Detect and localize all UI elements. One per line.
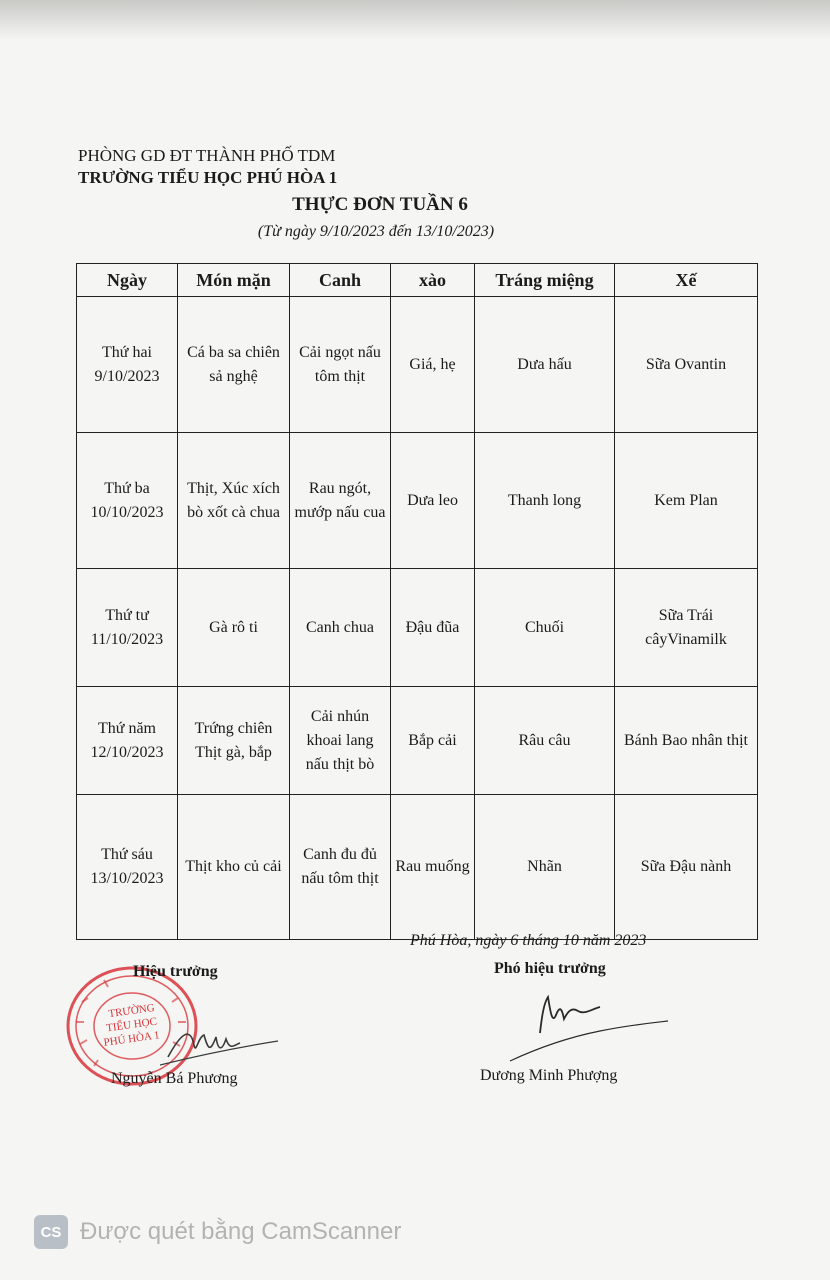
soup-cell: Canh chua xyxy=(290,569,391,687)
dessert-cell: Chuối xyxy=(475,569,615,687)
weekly-menu-table xyxy=(76,263,758,940)
camscanner-watermark xyxy=(34,1214,401,1250)
day-date: 11/10/2023 xyxy=(90,630,164,648)
soup-cell: Rau ngót, mướp nấu cua xyxy=(290,433,391,569)
svg-text:TIỂU HỌC: TIỂU HỌC xyxy=(105,1015,158,1035)
main-dish-cell: Cá ba sa chiên sả nghệ xyxy=(178,297,290,433)
day-name: Thứ tư xyxy=(105,606,149,624)
snack-cell: Sữa Ovantin xyxy=(615,297,758,433)
table-row xyxy=(77,433,758,569)
column-header-stir-fry: xào xyxy=(391,264,475,297)
day-cell xyxy=(77,687,178,795)
stir-fry-cell: Giá, hẹ xyxy=(391,297,475,433)
main-dish-cell: Trứng chiên Thịt gà, bắp xyxy=(178,687,290,795)
camscanner-text: Được quét bằng CamScanner xyxy=(80,1218,402,1245)
day-cell xyxy=(77,795,178,940)
signing-date: Phú Hòa, ngày 6 tháng 10 năm 2023 xyxy=(410,932,647,949)
vice-principal-name: Dương Minh Phượng xyxy=(480,1067,618,1084)
snack-cell: Sữa Trái câyVinamilk xyxy=(615,569,758,687)
table-row xyxy=(77,297,758,433)
principal-signature xyxy=(160,1015,280,1075)
principal-title: Hiệu trưởng xyxy=(133,963,218,980)
day-date: 12/10/2023 xyxy=(90,743,164,761)
scan-shadow xyxy=(0,0,830,40)
svg-text:PHÚ HÒA 1: PHÚ HÒA 1 xyxy=(102,1029,161,1049)
stir-fry-cell: Dưa leo xyxy=(391,433,475,569)
day-cell xyxy=(77,297,178,433)
dessert-cell: Nhãn xyxy=(475,795,615,940)
day-date: 13/10/2023 xyxy=(90,870,164,887)
stir-fry-cell: Đậu đũa xyxy=(391,569,475,687)
date-range-text: (Từ ngày 9/10/2023 đến 13/10/2023) xyxy=(257,223,495,240)
dessert-cell: Râu câu xyxy=(475,687,615,795)
dessert-cell: Dưa hấu xyxy=(475,297,615,433)
snack-cell: Kem Plan xyxy=(615,433,758,569)
column-header-dessert: Tráng miệng xyxy=(475,264,615,297)
table-row xyxy=(77,687,758,795)
day-name: Thứ năm xyxy=(98,719,156,737)
day-date: 9/10/2023 xyxy=(94,367,160,385)
svg-text:TRƯỜNG: TRƯỜNG xyxy=(107,1001,156,1021)
soup-cell: Cải ngọt nấu tôm thịt xyxy=(290,297,391,433)
main-dish-cell: Gà rô ti xyxy=(178,569,290,687)
column-header-snack: Xế xyxy=(615,264,758,297)
column-header-day: Ngày xyxy=(77,264,178,297)
column-header-soup: Canh xyxy=(290,264,391,297)
camscanner-logo-icon: CS xyxy=(34,1215,68,1249)
main-dish-cell: Thịt, Xúc xích bò xốt cà chua xyxy=(178,433,290,569)
vice-principal-title: Phó hiệu trưởng xyxy=(494,960,606,977)
soup-cell: Canh đu đủ nấu tôm thịt xyxy=(290,795,391,940)
day-cell xyxy=(77,569,178,687)
day-name: Thứ hai xyxy=(102,343,152,361)
principal-name: Nguyễn Bá Phương xyxy=(111,1070,238,1087)
main-dish-cell: Thịt kho củ cải xyxy=(178,795,290,940)
school-name: TRƯỜNG TIỂU HỌC PHÚ HÒA 1 xyxy=(78,168,338,187)
stir-fry-cell: Bắp cải xyxy=(391,687,475,795)
day-cell xyxy=(77,433,178,569)
date-range xyxy=(0,223,830,241)
soup-cell: Cải nhún khoai lang nấu thịt bò xyxy=(290,687,391,795)
department-name: PHÒNG GD ĐT THÀNH PHỐ TDM xyxy=(78,146,336,165)
vice-principal-signature xyxy=(500,985,670,1065)
snack-cell: Sữa Đậu nành xyxy=(615,795,758,940)
dessert-cell: Thanh long xyxy=(475,433,615,569)
stir-fry-cell: Rau muống xyxy=(391,795,475,940)
day-name: Thứ sáu xyxy=(101,846,153,863)
snack-cell: Bánh Bao nhân thịt xyxy=(615,687,758,795)
table-row xyxy=(77,795,758,940)
day-date: 10/10/2023 xyxy=(90,503,164,521)
day-name: Thứ ba xyxy=(104,479,150,497)
column-header-main-dish: Món mặn xyxy=(178,264,290,297)
menu-title xyxy=(0,194,830,216)
menu-title-text: THỰC ĐƠN TUẦN 6 xyxy=(292,194,468,215)
table-header-row xyxy=(77,264,758,297)
table-row xyxy=(77,569,758,687)
